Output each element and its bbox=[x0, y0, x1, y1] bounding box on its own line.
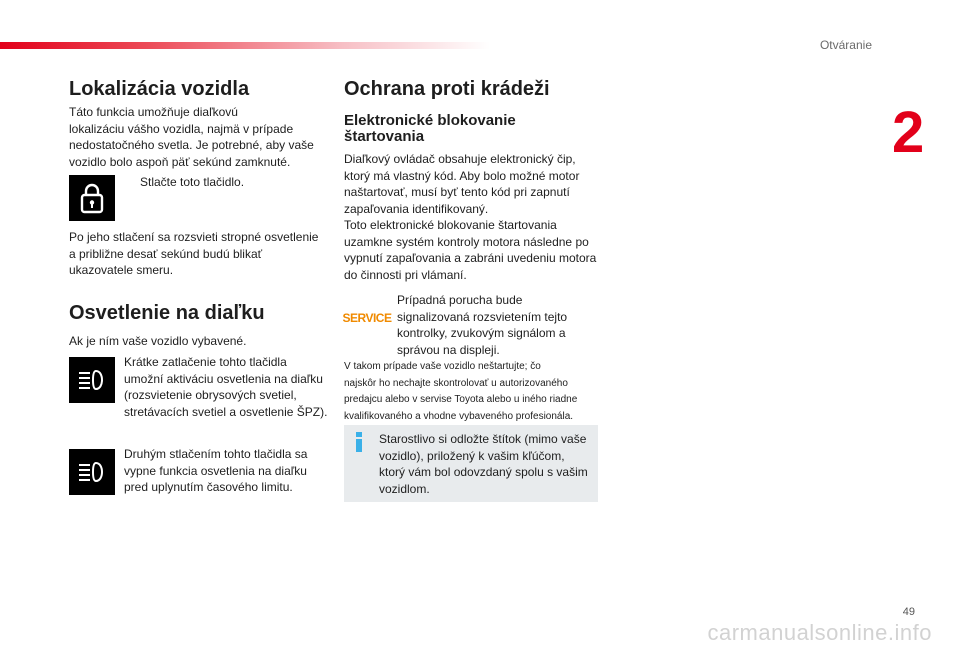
chapter-number: 2 bbox=[892, 100, 925, 165]
highbeam-button-icon bbox=[69, 357, 115, 403]
locate-step: Stlačte toto tlačidlo. bbox=[140, 175, 245, 189]
info-note bbox=[344, 425, 598, 502]
page-number: 49 bbox=[902, 606, 915, 618]
highbeam-second-press: Druhým stlačením tohto tlačidla sa vypne funkcia osvetlenia na diaľku pred uplynutím časového limitu. bbox=[124, 447, 308, 494]
service-warning-note: V takom prípade vaše vozidlo neštartujte; čo najskôr ho nechajte skontrolovať u autorizovaného predajcu alebo v servise Toyota alebo u iného riadne kvalifikovaného a vhodne vybaveného profesionála. bbox=[344, 361, 578, 422]
high-beam-icon bbox=[77, 369, 107, 391]
service-text: Prípadná porucha bude signalizovaná rozsvietením tejto kontrolky, zvukovým signálom a správou na displeji. bbox=[397, 293, 568, 357]
info-text: Starostlivo si odložte štítok (mimo vaše vozidlo), priložený k vašim kľúčom, ktorý vám bol odovzdaný spolu s vašim vozidlom. bbox=[379, 432, 588, 496]
info-icon bbox=[353, 432, 365, 452]
highbeam-title: Osvetlenie na diaľku bbox=[69, 302, 265, 324]
immobiliser-body: Diaľkový ovládač obsahuje elektronický čip, ktorý má vlastný kód. Aby bolo možné motor naštartovať, musí byť tento kód pri zapnutí zapaľovania identifikovaný. Toto elektronické blokovanie štartovania uzamkne systém kontroly motora následne po vypnutí zapaľovania a zabráni uvedeniu motora do činnosti pri vlámaní. bbox=[344, 152, 597, 282]
high-beam-icon bbox=[77, 461, 107, 483]
locate-title: Lokalizácia vozidla bbox=[69, 78, 250, 100]
locate-intro: Táto funkcia umožňuje diaľkovú lokalizáciu vášho vozidla, najmä v prípade nedostatočného svetla. Je potrebné, aby vaše vozidlo bolo aspoň päť sekúnd zamknuté. bbox=[69, 105, 314, 169]
antitheft-title: Ochrana proti krádeži bbox=[344, 78, 550, 100]
service-warning-icon: SERVICE bbox=[342, 311, 392, 325]
highbeam-short-press: Krátke zatlačenie tohto tlačidla umožní aktiváciu osvetlenia na diaľku (rozsvietenie obrysových svetiel, stretávacích svetiel a osvetlenie ŠPZ). bbox=[124, 355, 328, 419]
highbeam-button-icon-2 bbox=[69, 449, 115, 495]
locate-result: Po jeho stlačení sa rozsvieti stropné osvetlenie a približne desať sekúnd budú blikať ukazovatele smeru. bbox=[69, 230, 319, 277]
highbeam-intro: Ak je ním vaše vozidlo vybavené. bbox=[69, 334, 247, 348]
lock-icon bbox=[80, 182, 104, 214]
immobiliser-subtitle: Elektronické blokovanie štartovania bbox=[344, 112, 516, 145]
watermark: carmanualsonline.info bbox=[707, 620, 932, 645]
lock-button-icon bbox=[69, 175, 115, 221]
section-name: Otváranie bbox=[819, 38, 872, 52]
header-accent-bar bbox=[0, 42, 490, 49]
